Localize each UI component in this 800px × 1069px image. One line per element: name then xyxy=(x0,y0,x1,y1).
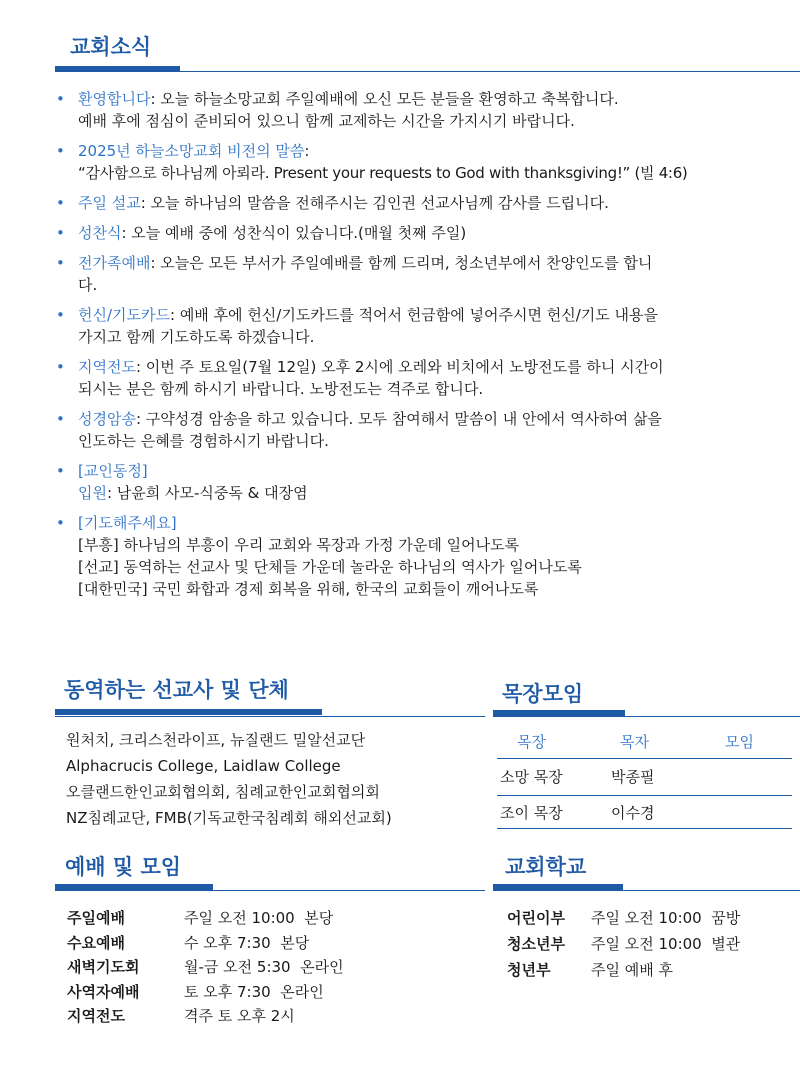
missions-line: 오클랜드한인교회협의회, 침례교한인교회협의회 xyxy=(66,783,380,801)
missions-title: 동역하는 선교사 및 단체 xyxy=(64,678,289,702)
news-item-sermon: • 주일 설교: 오늘 하나님의 말씀을 전해주시는 김인권 선교사님께 감사를 드립니다. xyxy=(56,194,609,212)
news-item-prayer-requests: • [기도해주세요] [부흥] 하나님의 부흥이 우리 교회와 목장과 가정 가운데 일어나도록 [선교] 동역하는 선교사 및 단체들 가운데 놀라운 하나님의 역사가 일어나도록 [대한민국] 국민 화합과 경제 회복을 위해, 한국의 교회들이 깨어나도록 xyxy=(56,514,582,598)
worship-row: 새벽기도회 월-금 오전 5:30 온라인 xyxy=(67,958,344,976)
group-row-name: 조이 목장 xyxy=(500,804,563,822)
bullet-icon: • xyxy=(56,410,65,428)
school-title: 교회학교 xyxy=(505,855,587,879)
bullet-icon: • xyxy=(56,254,65,272)
school-list xyxy=(507,905,740,983)
groups-header-name: 목장 xyxy=(517,733,546,751)
worship-row: 주일예배 주일 오전 10:00 본당 xyxy=(67,909,334,927)
bullet-icon: • xyxy=(56,194,65,212)
news-item-member-news: • [교인동정] 입원: 남윤희 사모-식중독 & 대장염 xyxy=(56,462,308,502)
groups-header-rule xyxy=(497,758,792,759)
group-row-leader: 이수경 xyxy=(611,804,655,822)
worship-list xyxy=(67,906,344,1029)
missions-title-accent xyxy=(55,709,322,715)
group-row-rule xyxy=(497,795,792,796)
groups-header-meeting: 모임 xyxy=(725,733,754,751)
news-list xyxy=(56,88,791,608)
groups-title-rule xyxy=(493,716,800,717)
missions-list xyxy=(66,727,486,831)
groups-header-leader: 목자 xyxy=(620,733,649,751)
school-row: 청소년부 주일 오전 10:00 별관 xyxy=(507,935,741,953)
school-title-rule xyxy=(493,890,800,891)
group-row-name: 소망 목장 xyxy=(500,768,563,786)
news-item-welcome: • 환영합니다: 오늘 하늘소망교회 주일예배에 오신 모든 분들을 환영하고 축복합니다. 예배 후에 점심이 준비되어 있으니 함께 교제하는 시간을 가지시기 바랍니다. xyxy=(56,90,619,130)
bullet-icon: • xyxy=(56,462,65,480)
worship-row: 지역전도 격주 토 오후 2시 xyxy=(67,1007,295,1025)
bullet-icon: • xyxy=(56,90,65,108)
news-title: 교회소식 xyxy=(70,35,152,59)
worship-row: 사역자예배 토 오후 7:30 온라인 xyxy=(67,982,324,1001)
news-title-accent xyxy=(55,66,180,72)
missions-line: Alphacrucis College, Laidlaw College xyxy=(66,757,341,775)
worship-title-accent xyxy=(55,884,213,890)
news-item-evangelism: • 지역전도: 이번 주 토요일(7월 12일) 오후 2시에 오레와 비치에서 노방전도를 하니 시간이 되시는 분은 함께 하시기 바랍니다. 노방전도는 격주로 합니다. xyxy=(56,358,664,398)
worship-title-rule xyxy=(55,890,485,891)
bullet-icon: • xyxy=(56,358,65,376)
school-title-accent xyxy=(493,884,623,890)
missions-line: NZ침례교단, FMB(기독교한국침례회 해외선교회) xyxy=(66,809,392,827)
school-row: 청년부 주일 예배 후 xyxy=(507,961,673,979)
worship-row: 수요예배 수 오후 7:30 본당 xyxy=(67,933,310,952)
bullet-icon: • xyxy=(56,514,65,532)
worship-title: 예배 및 모임 xyxy=(65,855,182,879)
school-row: 어린이부 주일 오전 10:00 꿈방 xyxy=(507,909,741,927)
missions-title-rule xyxy=(55,716,485,717)
group-row-rule xyxy=(497,828,792,829)
news-item-bible-memory: • 성경암송: 구약성경 암송을 하고 있습니다. 모두 참여해서 말씀이 내 안에서 역사하여 삶을 인도하는 은혜를 경험하시기 바랍니다. xyxy=(56,410,662,450)
news-item-prayer-card: • 헌신/기도카드: 예배 후에 헌신/기도카드를 적어서 헌금함에 넣어주시면 헌신/기도 내용을 가지고 함께 기도하도록 하겠습니다. xyxy=(56,306,659,346)
news-item-communion: • 성찬식: 오늘 예배 중에 성찬식이 있습니다.(매월 첫째 주일) xyxy=(56,224,467,242)
group-row-leader: 박종필 xyxy=(611,768,655,786)
missions-line: 원처치, 크리스천라이프, 뉴질랜드 밀알선교단 xyxy=(66,731,366,749)
bullet-icon: • xyxy=(56,224,65,242)
groups-title-accent xyxy=(493,710,625,716)
bullet-icon: • xyxy=(56,142,65,160)
bullet-icon: • xyxy=(56,306,65,324)
news-item-vision: • 2025년 하늘소망교회 비전의 말씀: “감사함으로 하나님께 아뢰라. Present your requests to God with thanksgiving!” (빌 4:6) xyxy=(56,142,688,182)
news-item-family-worship: • 전가족예배: 오늘은 모든 부서가 주일예배를 함께 드리며, 청소년부에서 찬양인도를 합니 다. xyxy=(56,254,653,294)
groups-title: 목장모임 xyxy=(502,682,584,706)
